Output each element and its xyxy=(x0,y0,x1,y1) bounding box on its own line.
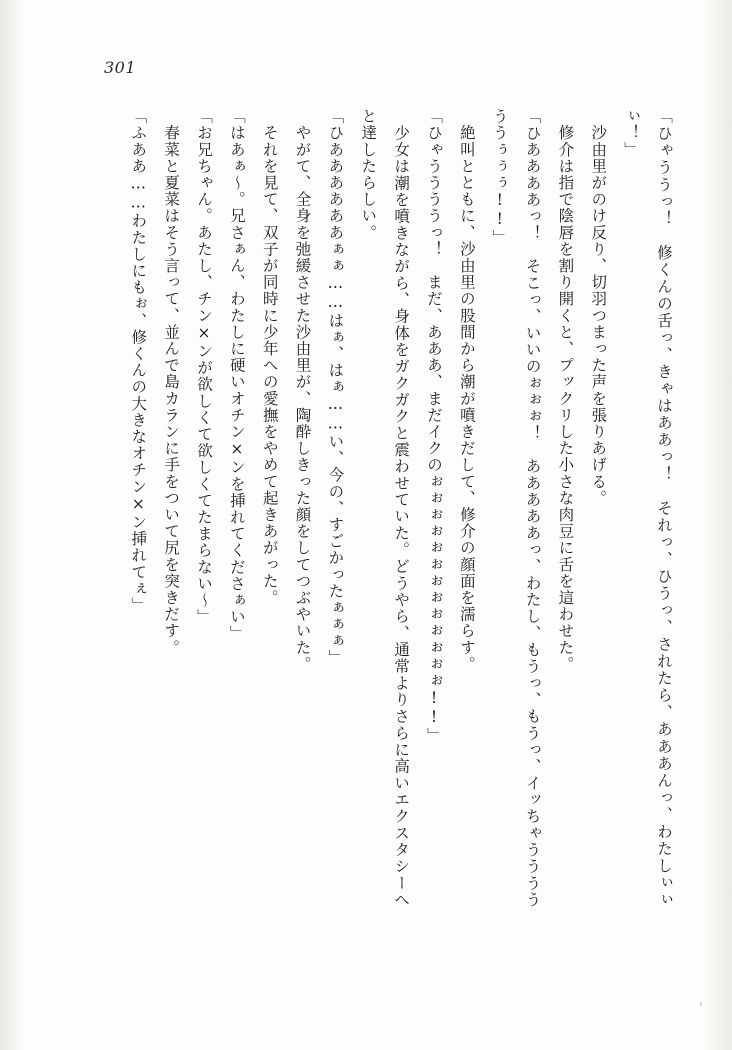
scan-speck xyxy=(700,1002,702,1006)
paragraph: 「ひああああああぁぁ……はぁ、はぁ……い、今の、すごかったぁぁぁ」 xyxy=(326,108,345,666)
paragraph: やがて、全身を弛緩させた沙由里が、陶酔しきった顔をしてつぶやいた。 xyxy=(293,108,312,673)
paragraph: 「ひああああっ！ そこっ、いいのぉぉぉ！ あああああっ、わたし、もうっ、もうっ、イッちゃううううううぅぅぅ!!」 xyxy=(490,108,542,908)
page-body-text xyxy=(60,108,680,908)
paragraph: 「ふああ……わたしにもぉ、修くんの大きなオチン×ン挿れてぇ」 xyxy=(129,108,148,614)
paragraph: それを見て、双子が同時に少年への愛撫をやめて起きあがった。 xyxy=(260,108,279,606)
paragraph: 沙由里がのけ反り、切羽つまった声を張りあげる。 xyxy=(589,108,608,507)
paragraph: 「はあぁ～。兄さぁん、わたしに硬いオチン×ンを挿れてくださぁい」 xyxy=(227,108,246,642)
paragraph: 「ひゃううううっ！ まだ、あああ、まだイクのぉぉぉぉぉぉぉぉぉぉぉぉぉ!!」 xyxy=(424,108,443,744)
paragraph: 修介は指で陰唇を割り開くと、プックリした小さな肉豆に舌を這わせた。 xyxy=(556,108,575,673)
scan-speck xyxy=(718,906,720,912)
paragraph: 「お兄ちゃん。あたし、チン×ンが欲しくて欲しくてたまらない～」 xyxy=(194,108,213,626)
scan-speck xyxy=(712,330,714,335)
paragraph: 絶叫とともに、沙由里の股間から潮が噴きだして、修介の顔面を濡らす。 xyxy=(457,108,476,673)
page-number: 301 xyxy=(104,58,137,77)
paragraph: 「ひゃううっ！ 修くんの舌っ、きゃはああっ！ それっ、ひうっ、されたら、あああんっ、わたしぃぃぃ！」 xyxy=(622,108,673,908)
paragraph: 少女は潮を噴きながら、身体をガクガクと震わせていた。どうやら、通常よりさらに高いエクスタシーへと達したらしい。 xyxy=(359,108,411,908)
scan-speck xyxy=(706,126,709,133)
scan-speck xyxy=(704,820,707,829)
paragraph: 春菜と夏菜はそう言って、並んで島カランに手をついて尻を突きだす。 xyxy=(162,108,181,656)
